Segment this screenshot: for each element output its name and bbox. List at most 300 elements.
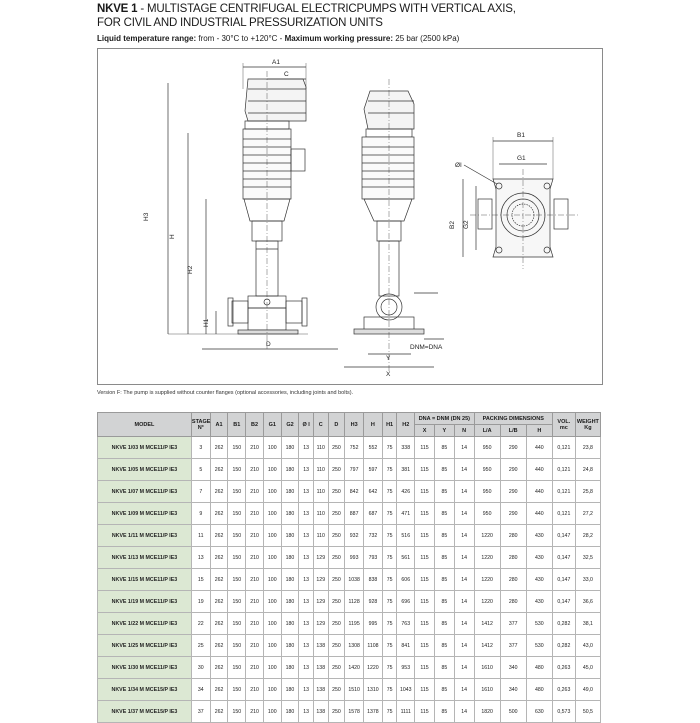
table-cell: 250	[328, 701, 345, 723]
table-cell: 1111	[397, 701, 415, 723]
table-cell: 85	[434, 437, 454, 459]
table-cell: 180	[281, 635, 299, 657]
table-row	[98, 459, 601, 481]
table-cell: 15	[191, 569, 210, 591]
table-cell: 0,282	[552, 613, 575, 635]
table-cell: 13	[299, 437, 314, 459]
col-h2: H2	[397, 413, 415, 437]
col-h3: H3	[345, 413, 364, 437]
table-cell: 250	[328, 591, 345, 613]
table-cell: 250	[328, 437, 345, 459]
model-cell: NKVE 1/30 M MCE11/P IE3	[98, 657, 192, 679]
spec-subline	[97, 34, 459, 43]
side-view	[344, 79, 444, 378]
model-cell: NKVE 1/09 M MCE11/P IE3	[98, 503, 192, 525]
table-cell: 14	[454, 569, 474, 591]
table-cell: 115	[415, 613, 435, 635]
table-cell: 841	[397, 635, 415, 657]
table-cell: 85	[434, 547, 454, 569]
table-cell: 1308	[345, 635, 364, 657]
table-cell: 13	[299, 459, 314, 481]
table-cell: 842	[345, 481, 364, 503]
table-cell: 687	[364, 503, 383, 525]
table-cell: 210	[246, 481, 264, 503]
col-ph: H	[526, 425, 552, 437]
table-cell: 150	[228, 701, 246, 723]
table-cell: 210	[246, 591, 264, 613]
table-cell: 75	[382, 613, 397, 635]
table-cell: 100	[263, 525, 281, 547]
table-cell: 180	[281, 437, 299, 459]
table-cell: 1378	[364, 701, 383, 723]
table-cell: 290	[500, 459, 526, 481]
table-cell: 262	[210, 503, 228, 525]
table-cell: 100	[263, 679, 281, 701]
table-cell: 280	[500, 525, 526, 547]
dim-label-dnm: DNM=DNA	[410, 344, 443, 351]
table-row	[98, 613, 601, 635]
table-cell: 115	[415, 701, 435, 723]
title-line-2: FOR CIVIL AND INDUSTRIAL PRESSURIZATION UNITS	[97, 17, 383, 29]
table-cell: 110	[313, 481, 328, 503]
table-cell: 381	[397, 459, 415, 481]
table-cell: 9	[191, 503, 210, 525]
table-cell: 1108	[364, 635, 383, 657]
base-plan-view	[449, 132, 578, 269]
table-cell: 340	[500, 657, 526, 679]
table-cell: 642	[364, 481, 383, 503]
table-cell: 440	[526, 459, 552, 481]
dim-label-h3: H3	[143, 212, 150, 221]
dim-label-a1: A1	[272, 59, 280, 66]
table-cell: 138	[313, 701, 328, 723]
table-cell: 75	[382, 569, 397, 591]
table-cell: 552	[364, 437, 383, 459]
table-cell: 430	[526, 569, 552, 591]
table-cell: 28,2	[575, 525, 600, 547]
table-cell: 100	[263, 613, 281, 635]
table-cell: 630	[526, 701, 552, 723]
table-cell: 440	[526, 437, 552, 459]
table-cell: 1220	[474, 547, 500, 569]
table-cell: 75	[382, 459, 397, 481]
table-cell: 75	[382, 503, 397, 525]
table-row	[98, 525, 601, 547]
table-cell: 14	[454, 525, 474, 547]
table-cell: 100	[263, 591, 281, 613]
table-cell: 950	[474, 437, 500, 459]
table-cell: 763	[397, 613, 415, 635]
col-weight-unit: Kg	[584, 424, 592, 431]
model-cell: NKVE 1/07 M MCE11/P IE3	[98, 481, 192, 503]
table-cell: 33,0	[575, 569, 600, 591]
table-cell: 180	[281, 503, 299, 525]
table-cell: 210	[246, 525, 264, 547]
table-cell: 150	[228, 591, 246, 613]
table-cell: 115	[415, 591, 435, 613]
table-cell: 115	[415, 679, 435, 701]
table-cell: 22	[191, 613, 210, 635]
title-model: NKVE 1	[97, 3, 138, 15]
table-cell: 210	[246, 459, 264, 481]
table-cell: 24,8	[575, 459, 600, 481]
table-cell: 1220	[474, 569, 500, 591]
table-cell: 793	[364, 547, 383, 569]
technical-drawing	[97, 48, 603, 385]
dim-label-b2: B2	[449, 221, 456, 229]
col-weight	[575, 413, 600, 437]
table-cell: 262	[210, 481, 228, 503]
table-cell: 180	[281, 657, 299, 679]
table-cell: 85	[434, 679, 454, 701]
table-cell: 45,0	[575, 657, 600, 679]
table-cell: 14	[454, 437, 474, 459]
table-cell: 0,147	[552, 525, 575, 547]
col-lb: L/B	[500, 425, 526, 437]
version-note: Version F: The pump is supplied without counter flanges (optional accessories, including joints and bolts).	[97, 390, 354, 396]
table-cell: 7	[191, 481, 210, 503]
table-cell: 0,263	[552, 679, 575, 701]
table-cell: 752	[345, 437, 364, 459]
table-cell: 250	[328, 503, 345, 525]
model-cell: NKVE 1/05 M MCE11/P IE3	[98, 459, 192, 481]
table-cell: 14	[454, 701, 474, 723]
table-cell: 13	[299, 591, 314, 613]
table-cell: 14	[454, 481, 474, 503]
table-cell: 262	[210, 547, 228, 569]
table-row	[98, 635, 601, 657]
table-cell: 14	[454, 657, 474, 679]
table-cell: 13	[299, 657, 314, 679]
table-cell: 0,282	[552, 635, 575, 657]
table-cell: 732	[364, 525, 383, 547]
table-cell: 150	[228, 503, 246, 525]
table-cell: 0,121	[552, 459, 575, 481]
table-cell: 14	[454, 547, 474, 569]
table-cell: 0,573	[552, 701, 575, 723]
title-description: - MULTISTAGE CENTRIFUGAL ELECTRICPUMPS WITH VERTICAL AXIS,	[137, 3, 516, 15]
col-y: Y	[434, 425, 454, 437]
table-cell: 150	[228, 679, 246, 701]
table-cell: 797	[345, 459, 364, 481]
table-cell: 14	[454, 591, 474, 613]
table-cell: 950	[474, 503, 500, 525]
table-cell: 75	[382, 657, 397, 679]
table-cell: 100	[263, 701, 281, 723]
table-cell: 953	[397, 657, 415, 679]
table-cell: 210	[246, 437, 264, 459]
table-cell: 43,0	[575, 635, 600, 657]
temp-label: Liquid temperature range:	[97, 34, 197, 43]
pressure-value: 25 bar (2500 kPa)	[393, 34, 460, 43]
col-group-dna: DNA = DNM (DN 25)	[415, 413, 474, 425]
table-cell: 1412	[474, 613, 500, 635]
model-cell: NKVE 1/11 M MCE11/P IE3	[98, 525, 192, 547]
table-cell: 210	[246, 503, 264, 525]
table-cell: 280	[500, 591, 526, 613]
table-cell: 100	[263, 459, 281, 481]
table-cell: 85	[434, 657, 454, 679]
table-cell: 696	[397, 591, 415, 613]
table-cell: 75	[382, 701, 397, 723]
table-cell: 75	[382, 591, 397, 613]
col-g1: G1	[263, 413, 281, 437]
dim-label-h2: H2	[187, 265, 194, 274]
model-cell: NKVE 1/34 M MCE15/P IE3	[98, 679, 192, 701]
table-cell: 0,121	[552, 503, 575, 525]
table-cell: 110	[313, 503, 328, 525]
table-cell: 0,147	[552, 547, 575, 569]
table-cell: 100	[263, 437, 281, 459]
table-cell: 150	[228, 657, 246, 679]
table-cell: 13	[299, 635, 314, 657]
table-cell: 13	[299, 569, 314, 591]
table-cell: 250	[328, 547, 345, 569]
table-cell: 430	[526, 525, 552, 547]
table-cell: 1220	[364, 657, 383, 679]
table-cell: 100	[263, 481, 281, 503]
table-cell: 100	[263, 635, 281, 657]
table-cell: 129	[313, 591, 328, 613]
model-cell: NKVE 1/13 M MCE11/P IE3	[98, 547, 192, 569]
table-cell: 14	[454, 503, 474, 525]
dim-label-g1: G1	[517, 155, 526, 162]
table-cell: 5	[191, 459, 210, 481]
table-cell: 1195	[345, 613, 364, 635]
table-cell: 25	[191, 635, 210, 657]
table-cell: 210	[246, 613, 264, 635]
temp-value: from - 30°C to +120°C -	[196, 34, 285, 43]
table-cell: 1220	[474, 525, 500, 547]
table-cell: 250	[328, 525, 345, 547]
table-cell: 1412	[474, 635, 500, 657]
col-c: C	[313, 413, 328, 437]
col-vol-label: VOL.	[557, 418, 571, 425]
table-cell: 100	[263, 547, 281, 569]
table-cell: 13	[191, 547, 210, 569]
table-cell: 561	[397, 547, 415, 569]
table-cell: 100	[263, 569, 281, 591]
table-cell: 250	[328, 481, 345, 503]
pump-drawing-svg	[98, 49, 602, 384]
table-cell: 13	[299, 481, 314, 503]
table-cell: 262	[210, 569, 228, 591]
table-cell: 110	[313, 437, 328, 459]
table-cell: 1510	[345, 679, 364, 701]
table-cell: 500	[500, 701, 526, 723]
pressure-label: Maximum working pressure:	[284, 34, 394, 43]
model-cell: NKVE 1/19 M MCE11/P IE3	[98, 591, 192, 613]
table-cell: 993	[345, 547, 364, 569]
table-cell: 138	[313, 657, 328, 679]
table-cell: 290	[500, 437, 526, 459]
dimensions-table	[97, 412, 601, 723]
table-header-row-1	[98, 413, 601, 425]
table-row	[98, 503, 601, 525]
table-cell: 13	[299, 701, 314, 723]
table-cell: 928	[364, 591, 383, 613]
table-cell: 210	[246, 679, 264, 701]
table-cell: 85	[434, 613, 454, 635]
table-cell: 530	[526, 635, 552, 657]
table-cell: 0,147	[552, 591, 575, 613]
table-cell: 250	[328, 459, 345, 481]
table-cell: 115	[415, 459, 435, 481]
table-cell: 75	[382, 437, 397, 459]
table-cell: 290	[500, 503, 526, 525]
table-cell: 115	[415, 481, 435, 503]
table-cell: 440	[526, 503, 552, 525]
table-cell: 932	[345, 525, 364, 547]
table-cell: 606	[397, 569, 415, 591]
table-cell: 426	[397, 481, 415, 503]
col-d: D	[328, 413, 345, 437]
table-cell: 440	[526, 481, 552, 503]
table-cell: 210	[246, 635, 264, 657]
table-cell: 14	[454, 613, 474, 635]
table-cell: 1043	[397, 679, 415, 701]
table-cell: 377	[500, 613, 526, 635]
table-cell: 115	[415, 547, 435, 569]
dim-label-d: D	[266, 341, 271, 348]
table-cell: 100	[263, 503, 281, 525]
table-cell: 250	[328, 569, 345, 591]
table-cell: 14	[454, 679, 474, 701]
table-cell: 19	[191, 591, 210, 613]
table-cell: 210	[246, 569, 264, 591]
table-cell: 150	[228, 525, 246, 547]
dim-label-h: H	[169, 234, 176, 239]
table-cell: 0,121	[552, 481, 575, 503]
table-cell: 129	[313, 547, 328, 569]
table-cell: 180	[281, 459, 299, 481]
col-la: L/A	[474, 425, 500, 437]
table-cell: 138	[313, 679, 328, 701]
table-cell: 13	[299, 613, 314, 635]
table-cell: 950	[474, 459, 500, 481]
table-cell: 49,0	[575, 679, 600, 701]
table-cell: 75	[382, 635, 397, 657]
table-cell: 262	[210, 437, 228, 459]
table-cell: 995	[364, 613, 383, 635]
table-cell: 85	[434, 525, 454, 547]
table-cell: 85	[434, 481, 454, 503]
table-cell: 250	[328, 635, 345, 657]
col-h: H	[364, 413, 383, 437]
table-cell: 100	[263, 657, 281, 679]
table-cell: 887	[345, 503, 364, 525]
table-cell: 34	[191, 679, 210, 701]
table-cell: 129	[313, 569, 328, 591]
table-cell: 262	[210, 657, 228, 679]
table-row	[98, 591, 601, 613]
col-b1: B1	[228, 413, 246, 437]
dim-label-g2: G2	[463, 220, 470, 229]
table-cell: 150	[228, 437, 246, 459]
table-row	[98, 569, 601, 591]
table-cell: 430	[526, 591, 552, 613]
table-cell: 11	[191, 525, 210, 547]
table-cell: 150	[228, 569, 246, 591]
table-cell: 150	[228, 635, 246, 657]
table-cell: 85	[434, 591, 454, 613]
dim-label-b1: B1	[517, 132, 525, 139]
table-cell: 530	[526, 613, 552, 635]
table-cell: 1220	[474, 591, 500, 613]
table-cell: 1578	[345, 701, 364, 723]
dim-label-oi: ØI	[455, 162, 462, 169]
table-cell: 262	[210, 701, 228, 723]
table-cell: 38,1	[575, 613, 600, 635]
table-cell: 280	[500, 569, 526, 591]
table-cell: 75	[382, 525, 397, 547]
table-cell: 597	[364, 459, 383, 481]
table-cell: 115	[415, 569, 435, 591]
table-cell: 471	[397, 503, 415, 525]
table-cell: 1420	[345, 657, 364, 679]
col-a1: A1	[210, 413, 228, 437]
col-vol-unit: mc	[559, 424, 568, 431]
table-row	[98, 547, 601, 569]
table-cell: 0,121	[552, 437, 575, 459]
col-n: N	[454, 425, 474, 437]
table-cell: 180	[281, 701, 299, 723]
table-cell: 32,5	[575, 547, 600, 569]
table-cell: 262	[210, 679, 228, 701]
col-weight-label: WEIGHT	[576, 418, 599, 425]
table-cell: 36,6	[575, 591, 600, 613]
table-cell: 85	[434, 701, 454, 723]
table-cell: 210	[246, 547, 264, 569]
model-cell: NKVE 1/22 M MCE11/P IE3	[98, 613, 192, 635]
table-cell: 210	[246, 657, 264, 679]
table-cell: 115	[415, 437, 435, 459]
table-cell: 0,263	[552, 657, 575, 679]
table-row	[98, 679, 601, 701]
col-oi: Ø I	[299, 413, 314, 437]
col-b2: B2	[246, 413, 264, 437]
table-cell: 37	[191, 701, 210, 723]
table-cell: 180	[281, 547, 299, 569]
dim-label-h1: H1	[203, 318, 210, 327]
table-cell: 14	[454, 635, 474, 657]
table-cell: 250	[328, 613, 345, 635]
table-cell: 180	[281, 569, 299, 591]
table-body	[98, 437, 601, 723]
table-cell: 838	[364, 569, 383, 591]
table-cell: 110	[313, 459, 328, 481]
table-cell: 85	[434, 569, 454, 591]
dim-label-y: Y	[386, 355, 391, 362]
table-cell: 950	[474, 481, 500, 503]
table-cell: 262	[210, 613, 228, 635]
table-cell: 480	[526, 679, 552, 701]
col-vol	[552, 413, 575, 437]
col-group-packing: PACKING DIMENSIONS	[474, 413, 552, 425]
table-cell: 516	[397, 525, 415, 547]
table-cell: 75	[382, 481, 397, 503]
table-cell: 115	[415, 503, 435, 525]
table-row	[98, 437, 601, 459]
table-cell: 85	[434, 459, 454, 481]
table-cell: 25,8	[575, 481, 600, 503]
table-cell: 210	[246, 701, 264, 723]
table-cell: 115	[415, 525, 435, 547]
table-cell: 180	[281, 591, 299, 613]
table-cell: 340	[500, 679, 526, 701]
table-cell: 1128	[345, 591, 364, 613]
model-cell: NKVE 1/25 M MCE11/P IE3	[98, 635, 192, 657]
